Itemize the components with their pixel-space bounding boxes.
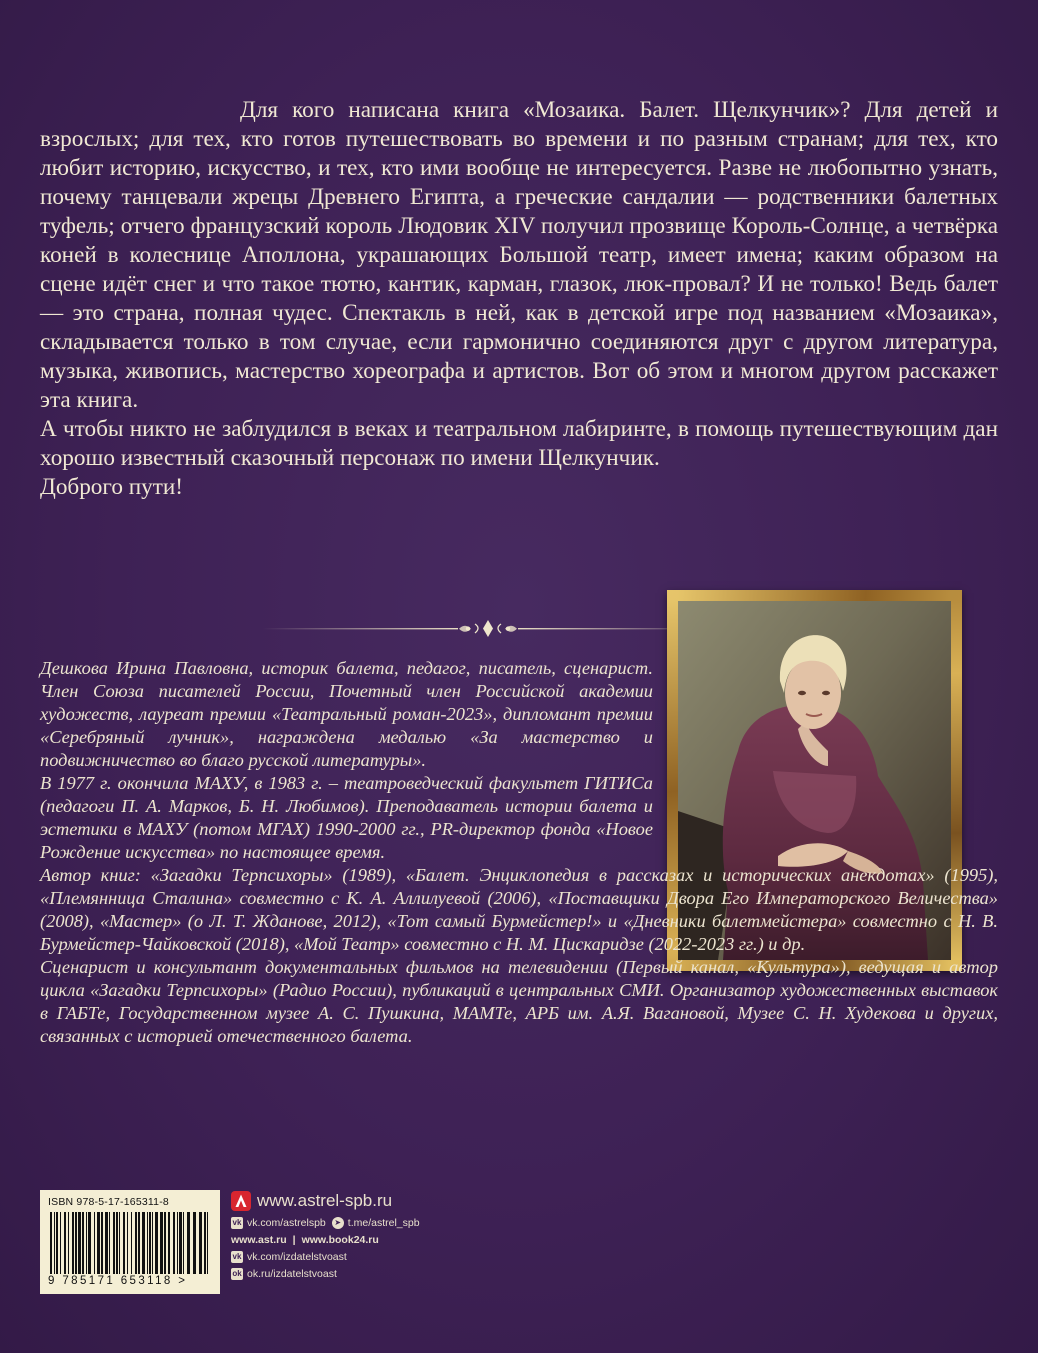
- vk-ast-link[interactable]: vk.com/izdatelstvoast: [247, 1250, 347, 1263]
- barcode-bar: [183, 1212, 184, 1274]
- ornament-divider: [263, 614, 713, 644]
- barcode-bar: [82, 1212, 84, 1274]
- barcode-box: [40, 1190, 220, 1294]
- bio-paragraph: Дешкова Ирина Павловна, историк балета, педагог, писатель, сценарист. Член Союза писателей России, Почетный член Российской академии художеств, лауреат премии «Театральный роман-2023», дипломант премии «Серебряный лучник», награждена медалью «За мастерство и подвижничество во благо русской литературы».: [40, 658, 653, 770]
- isbn-label: ISBN 978-5-17-165311-8: [48, 1196, 169, 1208]
- barcode-bar: [149, 1212, 151, 1274]
- telegram-icon: ➤: [332, 1217, 344, 1229]
- barcode-bar: [160, 1212, 163, 1274]
- barcode-bar: [138, 1212, 140, 1274]
- telegram-link[interactable]: t.me/astrel_spb: [347, 1216, 420, 1229]
- barcode-bar: [101, 1212, 103, 1274]
- bio-paragraph: В 1977 г. окончила МАХУ, в 1983 г. – театроведческий факультет ГИТИСа (педагоги П. А. Марков, Б. Н. Любимов). Преподаватель истории балета и эстетики в МАХУ (потом МГАХ) 1990-2000 гг., PR-директор фонда «Новое Рождение искусства» по настоящее время.: [40, 773, 653, 862]
- barcode-bar: [204, 1212, 206, 1274]
- publisher-info: [231, 1188, 491, 1282]
- barcode-bar: [147, 1212, 148, 1274]
- barcode-bar: [123, 1212, 125, 1274]
- social-row-vk: [231, 1248, 491, 1265]
- book24-link[interactable]: www.book24.ru: [301, 1233, 379, 1246]
- barcode-bars: [48, 1212, 212, 1274]
- barcode-bar: [72, 1212, 74, 1274]
- barcode-bar: [64, 1212, 66, 1274]
- barcode-bar: [56, 1212, 58, 1274]
- ok-link[interactable]: ok.ru/izdatelstvoast: [247, 1267, 337, 1280]
- web-row: [231, 1231, 491, 1248]
- barcode-bar: [54, 1212, 55, 1274]
- barcode-bar: [187, 1212, 190, 1274]
- barcode-bar: [193, 1212, 196, 1274]
- publisher-main-site[interactable]: [231, 1188, 491, 1214]
- barcode-bar: [119, 1212, 120, 1274]
- farewell-line: Доброго пути!: [40, 474, 183, 500]
- author-biography: [40, 657, 998, 1048]
- barcode-bar: [135, 1212, 137, 1274]
- vk-icon: vk: [232, 1252, 242, 1261]
- barcode-bar: [94, 1212, 95, 1274]
- social-row: [231, 1214, 491, 1231]
- vk-icon: vk: [232, 1218, 242, 1227]
- barcode-digits: 9 785171 653118 >: [48, 1275, 188, 1287]
- astrel-logo-icon: [231, 1191, 251, 1211]
- barcode-bar: [116, 1212, 118, 1274]
- barcode-bar: [179, 1212, 182, 1274]
- vk-link[interactable]: vk.com/astrelspb: [247, 1216, 326, 1229]
- barcode-bar: [68, 1212, 69, 1274]
- site-link[interactable]: www.astrel-spb.ru: [257, 1191, 393, 1210]
- barcode-bar: [105, 1212, 108, 1274]
- barcode-bar: [86, 1212, 87, 1274]
- barcode-bar: [127, 1212, 128, 1274]
- barcode-bar: [131, 1212, 132, 1274]
- barcode-bar: [75, 1212, 77, 1274]
- barcode-bar: [88, 1212, 91, 1274]
- barcode-bar: [109, 1212, 110, 1274]
- barcode-bar: [199, 1212, 202, 1274]
- intro-text: [40, 96, 998, 502]
- barcode-bar: [152, 1212, 153, 1274]
- barcode-bar: [78, 1212, 81, 1274]
- barcode-bar: [60, 1212, 61, 1274]
- bio-paragraph: Сценарист и консультант документальных фильмов на телевидении (Первый канал, «Культура»), ведущая и автор цикла «Загадки Терпсихоры» (Радио России), публикаций в центральных СМИ. Организатор художественных выставок в ГАБТе, Государственном музее А. С. Пушкина, МАМТе, АРБ им. А.Я. Вагановой, Музее С. Н. Худекова и других, связанных с историей отечественного балета.: [40, 957, 998, 1046]
- barcode-bar: [155, 1212, 158, 1274]
- social-row-ok: [231, 1265, 491, 1282]
- barcode-bar: [142, 1212, 145, 1274]
- barcode-bar: [50, 1212, 52, 1274]
- ast-link[interactable]: www.ast.ru: [231, 1233, 287, 1246]
- barcode-bar: [97, 1212, 100, 1274]
- separator: |: [292, 1233, 296, 1246]
- barcode-bar: [164, 1212, 166, 1274]
- intro-paragraph-second: А чтобы никто не заблудился в веках и театральном лабиринте, в помощь путешествующим дан хорошо известный сказочный персонаж по имени Щелкунчик.: [40, 416, 998, 471]
- intro-paragraph: Для кого написана книга «Мозаика. Балет. Щелкунчик»? Для детей и взрослых; для тех, кто готов путешествовать во времени и по разным странам; для тех, кто любит историю, искусство, и тех, кто ими вообще не интересуется. Разве не любопытно узнать, почему танцевали жрецы Древнего Египта, а греческие сандалии — родственники балетных туфель; отчего французский король Людовик XIV получил прозвище Король-Солнце, а четвёрка коней в колеснице Аполлона, украшающих Большой театр, имеет имена; каким образом на сцене идёт снег и что такое тютю, кантик, карман, глазок, люк-провал? И не только! Ведь балет — это страна, полная чудес. Спектакль в ней, как в детской игре под названием «Мозаика», складывается только в том случае, если гармонично соединяются друг с другом литература, музыка, живопись, мастерство хореографа и артистов. Вот об этом и многом другом расскажет эта книга.: [40, 97, 998, 413]
- ok-icon: ok: [232, 1269, 242, 1278]
- barcode-bar: [177, 1212, 178, 1274]
- barcode-bar: [173, 1212, 175, 1274]
- barcode-bar: [113, 1212, 115, 1274]
- barcode-bar: [168, 1212, 170, 1274]
- barcode-bar: [207, 1212, 208, 1274]
- bio-paragraph: Автор книг: «Загадки Терпсихоры» (1989), «Балет. Энциклопедия в рассказах и исторических анекдотах» (1995), «Племянница Сталина» совместно с К. А. Аллилуевой (2006), «Поставщики Двора Его Императорского Величества» (2008), «Мастер» (о Л. Т. Жданове, 2012), «Тот самый Бурмейстер!» и «Дневники балетмейстера» совместно с Н. В. Бурмейстер-Чайковской (2018), «Мой Театр» совместно с Н. М. Цискаридзе (2022-2023 гг.) и др.: [40, 865, 998, 954]
